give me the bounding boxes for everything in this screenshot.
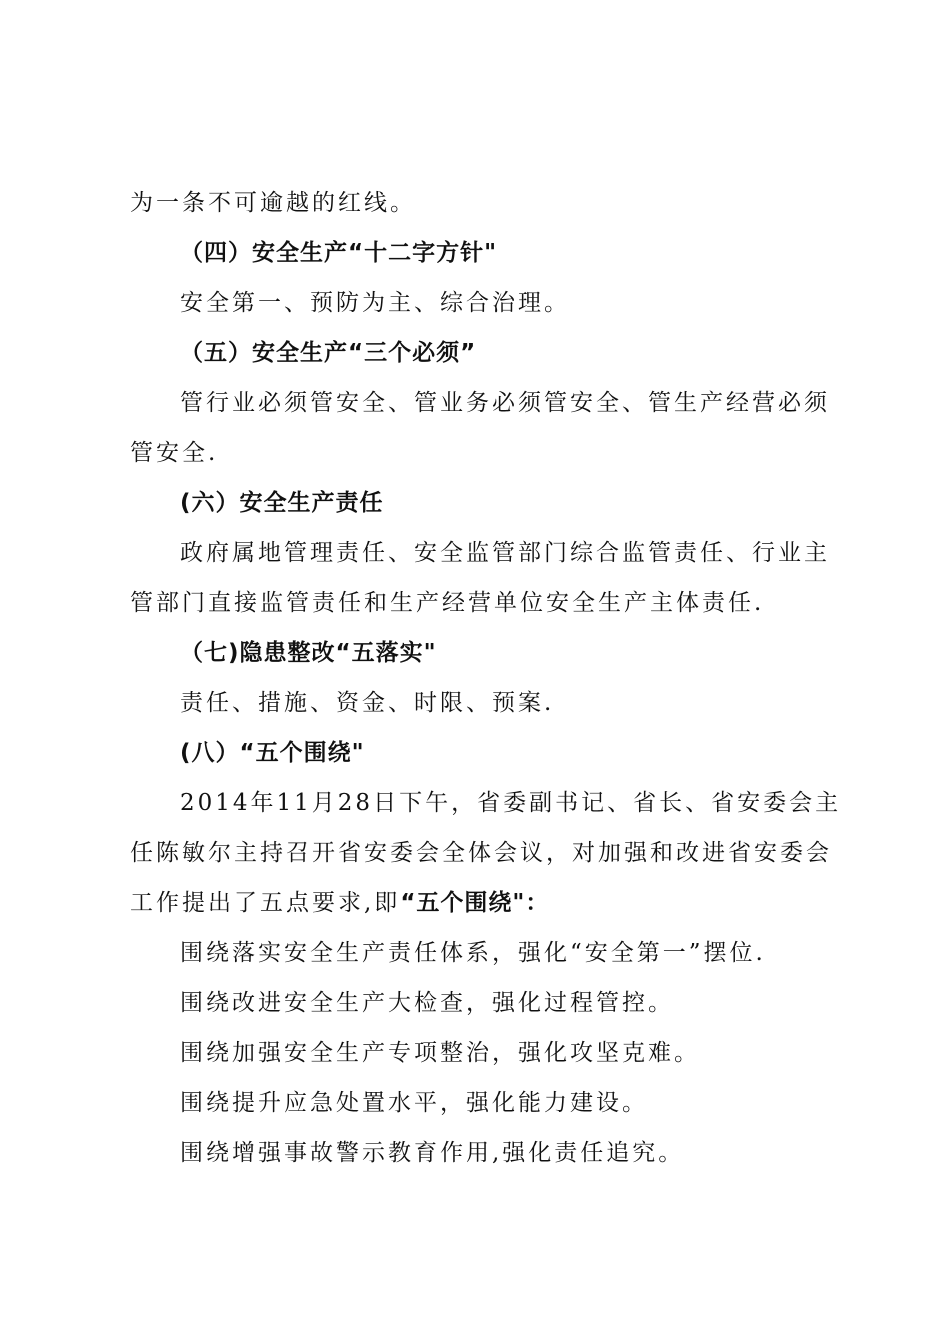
paragraph-line (130, 888, 549, 918)
paragraph-line: 为一条不可逾越的红线。 (130, 190, 416, 216)
emphasis-text: “五个围绕"： (400, 890, 550, 916)
paragraph-line: 2014年11月28日下午，省委副书记、省长、省安委会主 (180, 790, 842, 816)
paragraph-line: 管安全. (130, 440, 219, 466)
list-item: 围绕提升应急处置水平，强化能力建设。 (180, 1090, 648, 1116)
paragraph-line: 责任、措施、资金、时限、预案. (180, 690, 555, 716)
list-item: 围绕加强安全生产专项整治，强化攻坚克难。 (180, 1040, 700, 1066)
section-heading-4: （四）安全生产“十二字方针" (180, 240, 498, 266)
list-item: 围绕改进安全生产大检查，强化过程管控。 (180, 990, 674, 1016)
paragraph-line: 安全第一、预防为主、综合治理。 (180, 290, 570, 316)
section-heading-7: （七)隐患整改“五落实" (180, 640, 437, 666)
section-heading-8: (八）“五个围绕" (180, 740, 365, 766)
paragraph-line: 任陈敏尔主持召开省安委会全体会议，对加强和改进省安委会 (130, 840, 832, 866)
section-heading-5: （五）安全生产“三个必须” (180, 340, 477, 366)
paragraph-line: 政府属地管理责任、安全监管部门综合监管责任、行业主 (180, 540, 830, 566)
paragraph-line: 管部门直接监管责任和生产经营单位安全生产主体责任. (130, 590, 765, 616)
list-item: 围绕落实安全生产责任体系，强化“安全第一”摆位. (180, 940, 766, 966)
list-item: 围绕增强事故警示教育作用,强化责任追究。 (180, 1140, 685, 1166)
paragraph-line: 管行业必须管安全、管业务必须管安全、管生产经营必须 (180, 390, 830, 416)
paragraph-text: 工作提出了五点要求,即 (130, 890, 401, 916)
section-heading-6: (六）安全生产责任 (180, 490, 384, 516)
